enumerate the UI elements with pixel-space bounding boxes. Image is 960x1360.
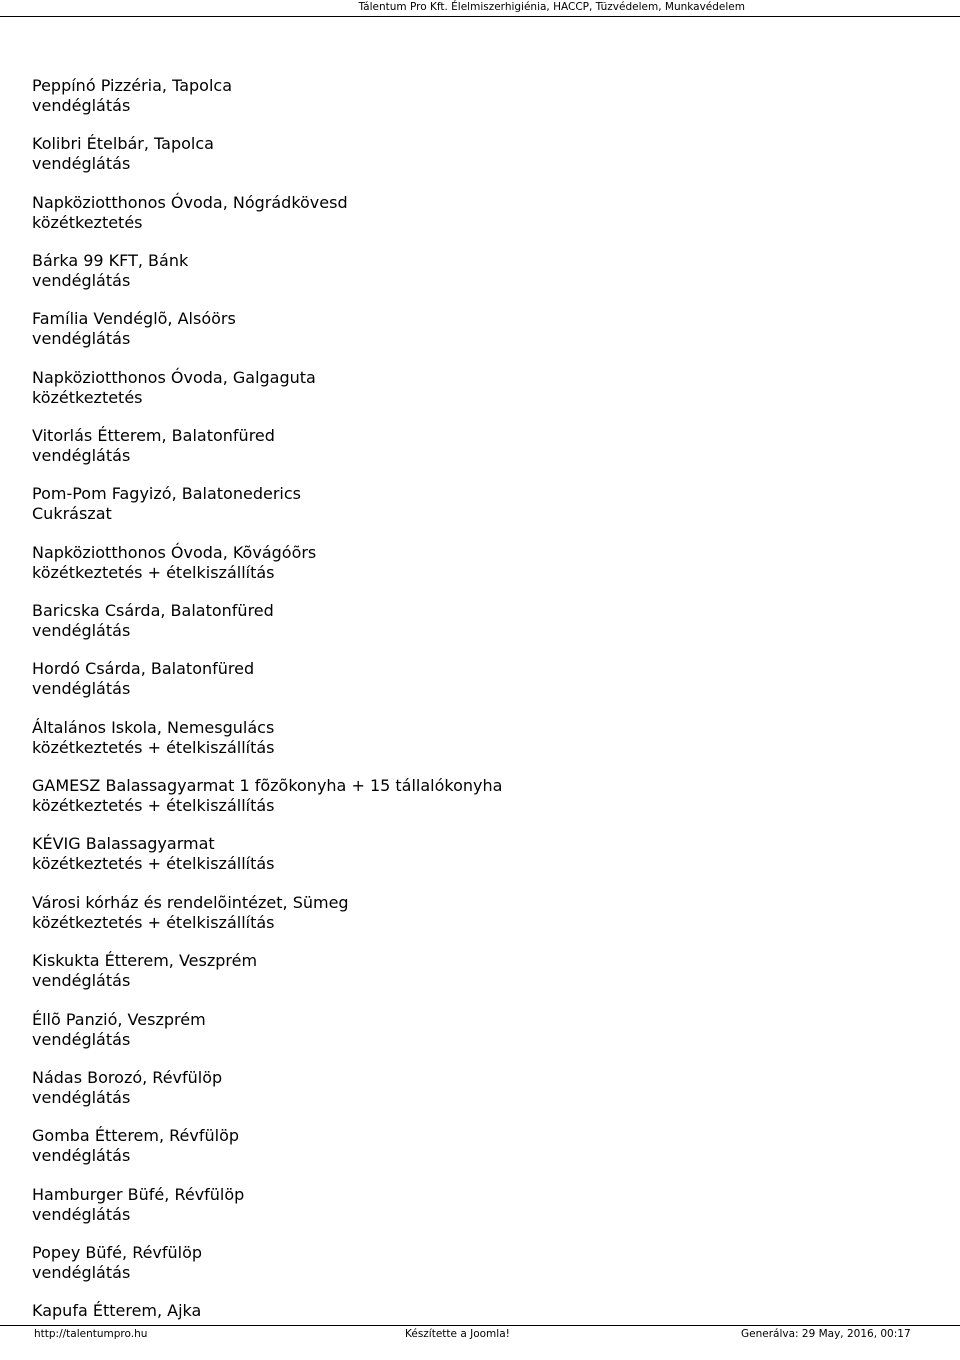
entry-type: Cukrászat bbox=[32, 504, 112, 524]
entry-name: Pom-Pom Fagyizó, Balatonederics bbox=[32, 484, 301, 504]
entry-name: Napköziotthonos Óvoda, Galgaguta bbox=[32, 367, 316, 387]
entry-type: vendéglátás bbox=[32, 1204, 131, 1224]
list-item bbox=[32, 543, 932, 601]
entry-name: Hamburger Büfé, Révfülöp bbox=[32, 1184, 245, 1204]
list-item bbox=[32, 426, 932, 484]
entry-type: vendéglátás bbox=[32, 329, 131, 349]
list-item bbox=[32, 951, 932, 1009]
entry-type: közétkeztetés + ételkiszállítás bbox=[32, 562, 275, 582]
list-item bbox=[32, 309, 932, 367]
entry-name: Napköziotthonos Óvoda, Nógrádkövesd bbox=[32, 192, 348, 212]
entry-type: vendéglátás bbox=[32, 621, 131, 641]
entry-type: vendéglátás bbox=[32, 971, 131, 991]
footer-credit: Készítette a Joomla! bbox=[405, 1328, 510, 1340]
entry-name: GAMESZ Balassagyarmat 1 fõzõkonyha + 15 tállalókonyha bbox=[32, 776, 503, 796]
entry-name: Hordó Csárda, Balatonfüred bbox=[32, 659, 255, 679]
list-item bbox=[32, 1126, 932, 1184]
entry-name: Éllõ Panzió, Veszprém bbox=[32, 1009, 206, 1029]
entry-type: közétkeztetés + ételkiszállítás bbox=[32, 796, 275, 816]
list-item bbox=[32, 251, 932, 309]
entry-name: Peppínó Pizzéria, Tapolca bbox=[32, 76, 232, 95]
entry-name: Família Vendéglõ, Alsóörs bbox=[32, 309, 236, 329]
page-header-title: Tálentum Pro Kft. Élelmiszerhigiénia, HACCP, Tüzvédelem, Munkavédelem bbox=[358, 1, 745, 13]
list-item bbox=[32, 484, 932, 542]
list-item bbox=[32, 1068, 932, 1126]
entry-name: Kolibri Ételbár, Tapolca bbox=[32, 134, 214, 154]
list-item bbox=[32, 893, 932, 951]
entry-name: Bárka 99 KFT, Bánk bbox=[32, 251, 189, 271]
entry-type: vendéglátás bbox=[32, 1087, 131, 1107]
reference-list bbox=[32, 76, 932, 1360]
entry-name: KÉVIG Balassagyarmat bbox=[32, 834, 215, 854]
entry-type: vendéglátás bbox=[32, 96, 131, 115]
list-item bbox=[32, 776, 932, 834]
list-item bbox=[32, 601, 932, 659]
list-item bbox=[32, 134, 932, 192]
page-footer bbox=[0, 1325, 960, 1341]
header-divider bbox=[0, 16, 960, 17]
entry-type: vendéglátás bbox=[32, 1029, 131, 1049]
footer-generated-timestamp: Generálva: 29 May, 2016, 00:17 bbox=[741, 1328, 911, 1340]
entry-type: vendéglátás bbox=[32, 1262, 131, 1282]
entry-name: Gomba Étterem, Révfülöp bbox=[32, 1126, 240, 1146]
entry-name: Baricska Csárda, Balatonfüred bbox=[32, 601, 274, 621]
entry-type: vendéglátás bbox=[32, 679, 131, 699]
entry-name: Napköziotthonos Óvoda, Kõvágóõrs bbox=[32, 542, 317, 562]
entry-type: közétkeztetés bbox=[32, 387, 143, 407]
list-item bbox=[32, 193, 932, 251]
list-item bbox=[32, 659, 932, 717]
entry-type: vendéglátás bbox=[32, 154, 131, 174]
entry-type: közétkeztetés + ételkiszállítás bbox=[32, 737, 275, 757]
list-item bbox=[32, 1010, 932, 1068]
entry-type: közétkeztetés + ételkiszállítás bbox=[32, 912, 275, 932]
entry-type: közétkeztetés + ételkiszállítás bbox=[32, 854, 275, 874]
entry-type: vendéglátás bbox=[32, 271, 131, 291]
entry-type: közétkeztetés bbox=[32, 212, 143, 232]
list-item bbox=[32, 834, 932, 892]
list-item bbox=[32, 1185, 932, 1243]
footer-site-link[interactable]: http://talentumpro.hu bbox=[34, 1328, 148, 1340]
entry-name: Városi kórház és rendelõintézet, Sümeg bbox=[32, 892, 349, 912]
list-item bbox=[32, 718, 932, 776]
entry-name: Általános Iskola, Nemesgulács bbox=[32, 717, 275, 737]
list-item bbox=[32, 76, 932, 134]
list-item bbox=[32, 1243, 932, 1301]
entry-name: Vitorlás Étterem, Balatonfüred bbox=[32, 426, 275, 446]
entry-type: vendéglátás bbox=[32, 1146, 131, 1166]
list-item bbox=[32, 368, 932, 426]
entry-name: Kapufa Étterem, Ajka bbox=[32, 1301, 202, 1321]
entry-name: Nádas Borozó, Révfülöp bbox=[32, 1067, 223, 1087]
entry-name: Kiskukta Étterem, Veszprém bbox=[32, 951, 258, 971]
entry-type: vendéglátás bbox=[32, 446, 131, 466]
entry-name: Popey Büfé, Révfülöp bbox=[32, 1242, 203, 1262]
